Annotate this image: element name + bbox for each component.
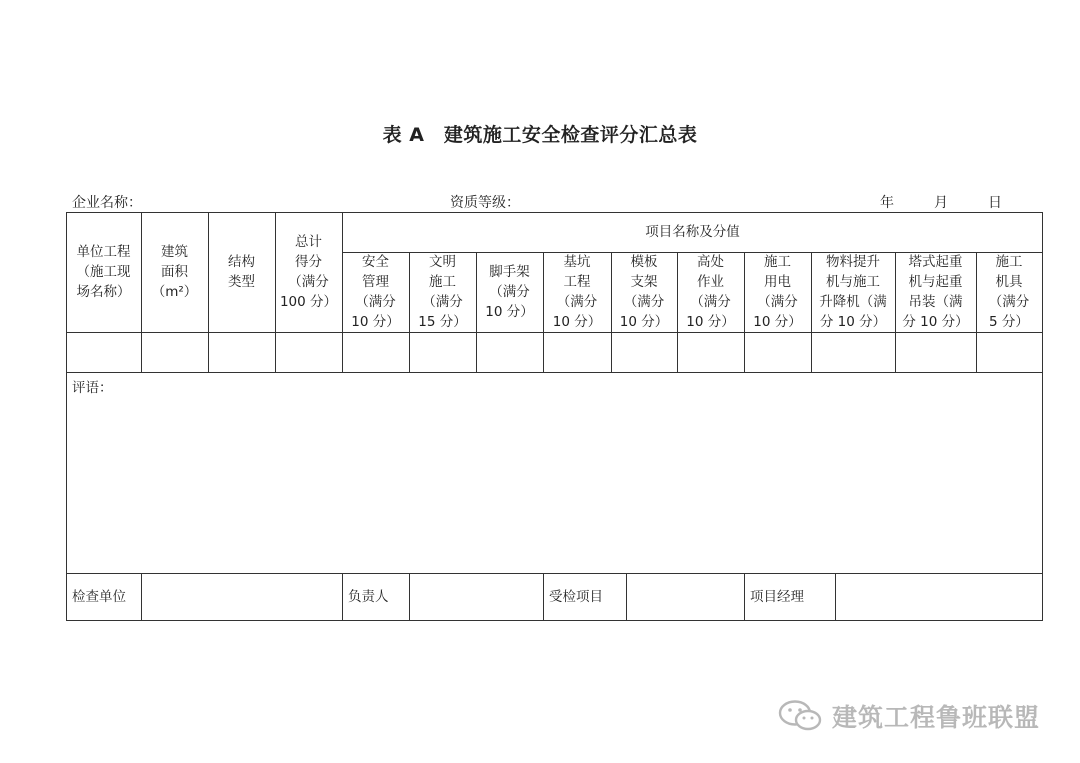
header-building-area: 建筑 面积 （m²）: [151, 244, 198, 300]
inspected-project-field[interactable]: [626, 573, 744, 621]
person-in-charge-field[interactable]: [409, 573, 543, 621]
data-cell-structure[interactable]: [208, 333, 275, 372]
header-item-work-at-height: 高处 作业 （满分 10 分）: [686, 254, 735, 330]
data-cell-total[interactable]: [275, 333, 342, 372]
header-structure-type: 结构 类型: [228, 254, 255, 290]
header-item-formwork-support: 模板 支架 （满分 10 分）: [619, 254, 669, 330]
header-item-civilized-construction: 文明 施工 （满分 15 分）: [418, 254, 467, 330]
header-item-scaffolding: 脚手架 （满分 10 分）: [485, 264, 534, 320]
header-item-material-hoist: 物料提升 机与施工 升降机（满 分 10 分）: [819, 254, 887, 330]
inspected-project-label: 受检项目: [549, 589, 603, 605]
inspection-unit-field[interactable]: [141, 573, 342, 621]
company-name-label: 企业名称：: [72, 195, 142, 211]
wechat-icon: [778, 699, 824, 733]
header-items-group: 项目名称及分值: [645, 224, 740, 240]
header-item-foundation-pit: 基坑 工程 （满分 10 分）: [552, 254, 602, 330]
year-label: 年: [880, 195, 894, 211]
month-label: 月: [934, 195, 948, 211]
watermark-text: 建筑工程鲁班联盟: [832, 703, 1041, 732]
header-total-score: 总计 得分 （满分 100 分）: [279, 234, 338, 310]
person-in-charge-label: 负责人: [348, 589, 389, 605]
day-label: 日: [988, 195, 1002, 211]
header-item-tower-crane: 塔式起重 机与起重 吊装（满 分 10 分）: [902, 254, 969, 330]
form-title: 表 A 建筑施工安全检查评分汇总表: [382, 124, 698, 146]
header-unit-project: 单位工程 （施工现 场名称）: [76, 244, 131, 300]
header-item-construction-electricity: 施工 用电 （满分 10 分）: [753, 254, 802, 330]
data-cell-area[interactable]: [141, 333, 208, 372]
data-cell-unit[interactable]: [66, 333, 141, 372]
project-manager-field[interactable]: [835, 573, 1042, 621]
remarks-label: 评语：: [72, 380, 113, 396]
qualification-label: 资质等级：: [450, 195, 520, 211]
watermark: [778, 698, 1040, 734]
inspection-unit-label: 检查单位: [72, 589, 126, 605]
header-item-construction-machinery: 施工 机具 （满分 5 分）: [988, 254, 1030, 330]
project-manager-label: 项目经理: [750, 589, 804, 605]
remarks-area[interactable]: [66, 373, 1043, 573]
header-item-safety-management: 安全 管理 （满分 10 分）: [351, 254, 400, 330]
summary-table: [66, 212, 1043, 621]
